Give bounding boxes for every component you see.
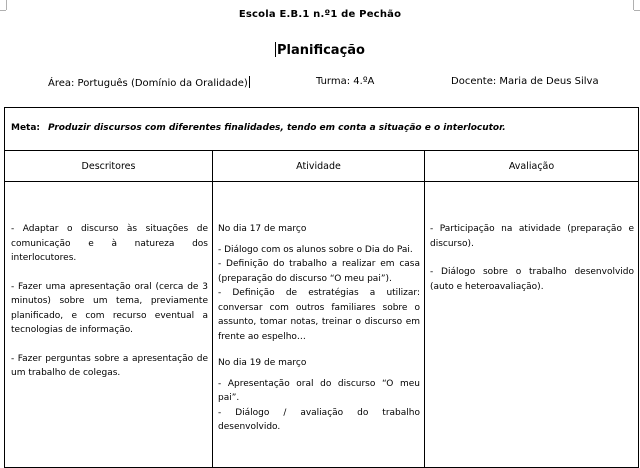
descritor-item: - Fazer uma apresentação oral (cerca de 3 minutos) sobre um tema, previamente planificado, e com recurso eventual a tecnologias de informação. <box>11 281 208 335</box>
atividade-item: - Apresentação oral do discurso “O meu pai”. <box>218 378 420 403</box>
area-info <box>48 76 250 89</box>
descritor-item: - Fazer perguntas sobre a apresentação de um trabalho de colegas. <box>11 353 208 378</box>
atividade-item: - Definição de estratégias a utilizar: conversar com outros familiares sobre o assunto, tomar notas, treinar o discurso em frente ao espelho… <box>218 288 420 342</box>
text-cursor <box>275 42 276 57</box>
turma-info: Turma: 4.ºA <box>316 76 375 87</box>
meta-content <box>5 108 638 133</box>
atividade-day-1: No dia 17 de março <box>218 224 307 234</box>
column-header-descritores: Descritores <box>5 151 213 182</box>
page-title-text: Planificação <box>277 43 365 58</box>
column-header-atividade: Atividade <box>213 151 425 182</box>
column-header-avaliacao: Avaliação <box>425 151 639 182</box>
spacer <box>218 344 420 356</box>
school-name: Escola E.B.1 n.º1 de Pechão <box>238 9 402 20</box>
descritores-list <box>5 182 212 381</box>
atividade-item: - Diálogo / avaliação do trabalho desenvolvido. <box>218 407 420 432</box>
atividade-day-2: No dia 19 de março <box>218 358 307 368</box>
docente-info: Docente: Maria de Deus Silva <box>451 76 599 87</box>
meta-cell <box>5 108 639 151</box>
avaliacao-list <box>425 182 638 294</box>
text-cursor-small <box>249 76 250 88</box>
descritores-cell <box>5 182 213 468</box>
avaliacao-item: - Diálogo sobre o trabalho desenvolvido (auto e heteroavaliação). <box>430 267 634 292</box>
meta-text: Produzir discursos com diferentes finalidades, tendo em conta a situação e o interlocutor. <box>48 123 506 133</box>
avaliacao-cell <box>425 182 639 468</box>
avaliacao-item: - Participação na atividade (preparação e discurso). <box>430 224 634 249</box>
header-row <box>5 151 639 182</box>
atividade-cell <box>213 182 425 468</box>
atividade-item: - Definição do trabalho a realizar em casa (preparação do discurso “O meu pai”). <box>218 259 420 284</box>
planning-table <box>4 107 639 468</box>
area-text: Área: Português (Domínio da Oralidade) <box>48 78 248 89</box>
meta-label: Meta: <box>11 123 41 133</box>
descritor-item: - Adaptar o discurso às situações de comunicação e à natureza dos interlocutores. <box>11 224 208 263</box>
meta-row <box>5 108 639 151</box>
atividade-list <box>213 182 424 435</box>
atividade-item: - Diálogo com os alunos sobre o Dia do Pai. <box>218 244 413 255</box>
page-title <box>0 42 640 58</box>
content-row <box>5 182 639 468</box>
